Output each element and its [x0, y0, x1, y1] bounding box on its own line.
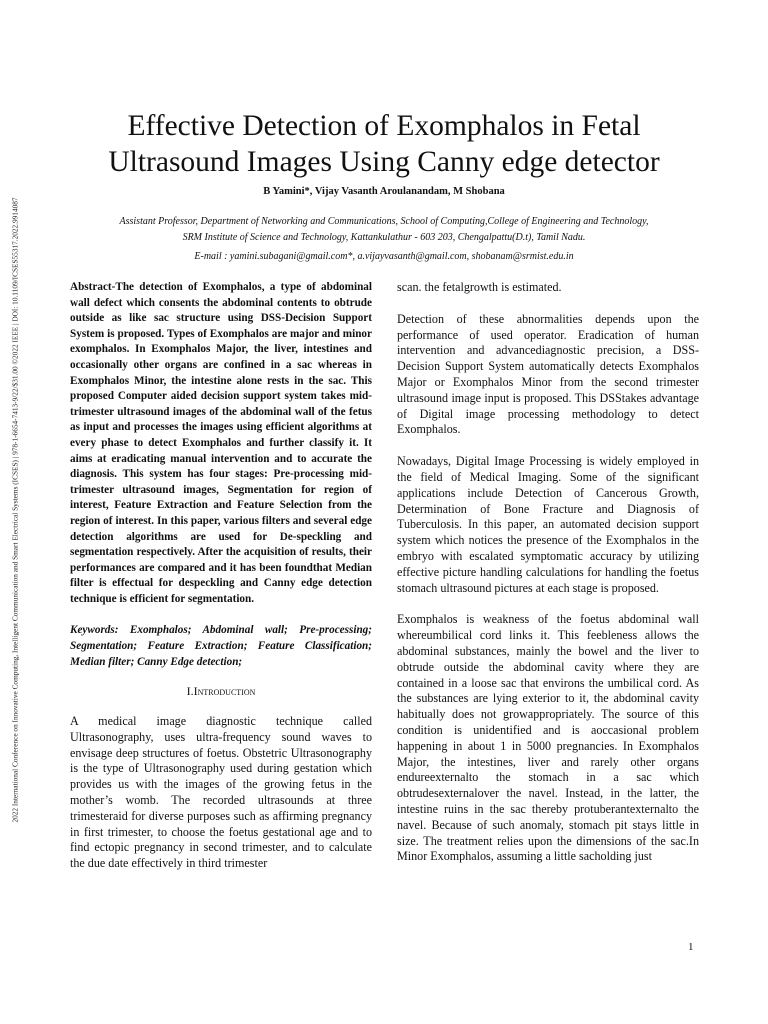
affiliation-line-2: SRM Institute of Science and Technology, Kattankulathur - 603 203, Chengalpattu(D.t), Tamil Nadu. — [182, 232, 586, 243]
left-column — [70, 280, 372, 872]
doi-text: 2022 International Conference on Innovative Computing, Intelligent Communication and Smart Electrical Systems (ICSES) | 978-1-6654-7413-9/22/$31.00 ©2022 IEEE | DOI: 10.1109/ICSES55317.2022.9914087 — [10, 197, 20, 823]
page-number: 1 — [688, 941, 694, 953]
affiliation — [60, 214, 708, 246]
right-paragraph-4: Exomphalos is weakness of the foetus abdominal wall whereumbilical cord links it. This feebleness allows the abdominal substances, mainly the bowel and the liver to obtrude outside the abdominal cavity where they are contained in a loose sac that environs the umbilical cord. As the substances are lying exterior to it, the abdominal cavity habitually does not growappropriately. The source of this condition is unidentified and is aoccasional problem happening in about 1 in 5000 pregnancies. In Exomphalos Major, the intestines, liver and rarely other organs endureexternalto the stomach in a sac which obtrudesexternalover the navel. Instead, in the latter, the intestine ruins in the sac thereby protuberantexternalto the navel. Because of such anomaly, stomach pit stays little in size. The treatment relies upon the dimensions of the sac.In Minor Exomphalos, assuming a little sacholding just — [397, 612, 699, 864]
right-paragraph-3: Nowadays, Digital Image Processing is widely employed in the field of Medical Imaging. Some of the significant applications include Detection of Cancerous Growth, Determination of Bone Fracture and Diagnosis of Tuberculosis. In this paper, an automated decision support system which notices the presence of the Exomphalos in the embryo with escalated symptomatic accuracy by utilizing effective picture handling calculations for handling the foetus stomach ultrasound pictures at each stage is proposed. — [397, 454, 699, 595]
intro-paragraph: A medical image diagnostic technique called Ultrasonography, uses ultra-frequency sound waves to envisage deep structures of foetus. Obstetric Ultrasonography is the type of Ultrasonography used during gestation which provides us with the images of the growing fetus in the mother’s womb. The recorded ultrasounds at three trimesteraid for diverse purposes such as affirming pregnancy in first trimester, to choose the foetus gestational age and to find ectopic pregnancy in second trimester, and to calculate the due date effectively in third trimester — [70, 714, 372, 871]
section-number: I. — [186, 684, 194, 699]
abstract: Abstract-The detection of Exomphalos, a type of abdominal wall defect which consents the abdominal contents to obtrude outside as like sac structure using DSS-Decision Support System is proposed. Types of Exomphalos are major and minor exomphalos. In Exomphalos Major, the liver, intestines and occasionally other organs are confined in a sac whereas in Exomphalos Minor, the intestine alone rests in the sac. This proposed Computer aided decision support system takes mid-trimester ultrasound images of the abdominal wall of the fetus as input and processes the images using efficient algorithms at every phase to detect Exomphalos and further classify it. It aims at eradicating manual intervention and to accurate the diagnosis. This system has four stages: Pre-processing mid-trimester ultrasound images, Segmentation for region of interest, Feature Extraction and Feature Selection from the region of interest. In this paper, various filters and several edge detection algorithms are used for De-speckling and segmentation respectively. After the acquisition of results, their performances are compared and it has been foundthat Median filter is effectual for despeckling and Canny edge detection technique is efficient for segmentation. — [70, 281, 372, 605]
doi-side-note — [3, 90, 27, 930]
authors: B Yamini*, Vijay Vasanth Aroulanandam, M Shobana — [263, 186, 505, 197]
section-heading — [70, 684, 372, 700]
right-paragraph-1: scan. the fetalgrowth is estimated. — [397, 280, 562, 294]
author-emails: E-mail : yamini.subagani@gmail.com*, a.vijayvasanth@gmail.com, shobanam@srmist.edu.in — [194, 251, 574, 262]
title-line-2: Ultrasound Images Using Canny edge detector — [108, 146, 660, 178]
right-column — [397, 280, 699, 865]
section-name: Introduction — [193, 684, 256, 699]
title-line-1: Effective Detection of Exomphalos in Fetal — [127, 110, 641, 142]
paper-title — [60, 108, 708, 180]
right-paragraph-2: Detection of these abnormalities depends upon the performance of used operator. Eradication of human intervention and advancediagnostic precision, a DSS- Decision Support System automatically detects Exomphalos Major or Exomphalos Minor from the second trimester ultrasound image input is proposed. This DSStakes advantage of Digital image processing methodology to detect Exomphalos. — [397, 311, 699, 437]
affiliation-line-1: Assistant Professor, Department of Networking and Communications, School of Computing,College of Engineering and Technology, — [119, 216, 649, 227]
keywords: Keywords: Exomphalos; Abdominal wall; Pre-processing; Segmentation; Feature Extraction; Feature Classification; Median filter; Canny Edge detection; — [70, 624, 372, 668]
